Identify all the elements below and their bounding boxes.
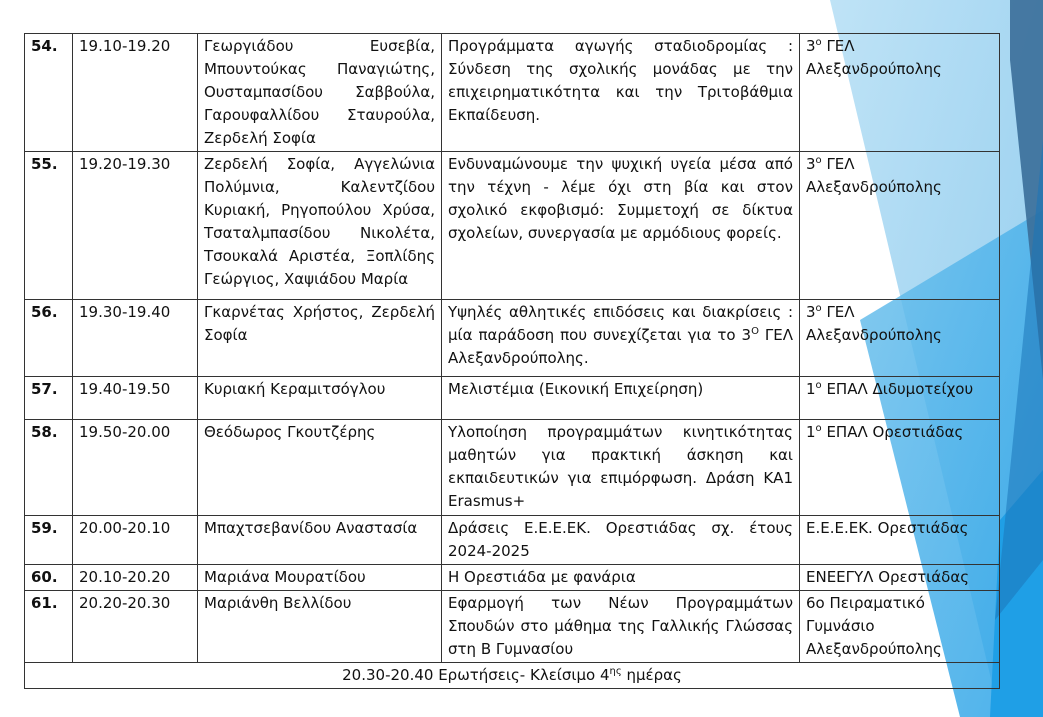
row-number: 58.	[25, 420, 73, 516]
row-number: 61.	[25, 591, 73, 663]
presenters: Θεόδωρος Γκουτζέρης	[198, 420, 442, 516]
row-number: 60.	[25, 565, 73, 591]
presentation-title: Υψηλές αθλητικές επιδόσεις και διακρίσεις : μία παράδοση που συνεχίζεται για το $3^O$ ΓΕΛ Αλεξανδρούπολης.	[442, 300, 800, 377]
table-row	[25, 565, 1000, 591]
school: $1^o$ ΕΠΑΛ Διδυμοτείχου	[800, 377, 1000, 420]
presentation-title: Ενδυναμώνουμε την ψυχική υγεία μέσα από την τέχνη - λέμε όχι στη βία και στον σχολικό εκφοβισμό: Συμμετοχή σε δίκτυα σχολείων, συνεργασία με αρμόδιους φορείς.	[442, 152, 800, 300]
table-row	[25, 516, 1000, 565]
presentation-title: Προγράμματα αγωγής σταδιοδρομίας : Σύνδεση της σχολικής μονάδας με την επιχειρηματικότητα και την Τριτοβάθμια Εκπαίδευση.	[442, 34, 800, 152]
time-slot: 19.10-19.20	[73, 34, 198, 152]
row-number: 57.	[25, 377, 73, 420]
presentation-title: Εφαρμογή των Νέων Προγραμμάτων Σπουδών στο μάθημα της Γαλλικής Γλώσσας στη Β Γυμνασίου	[442, 591, 800, 663]
school: ΕΝΕΕΓΥΛ Ορεστιάδας	[800, 565, 1000, 591]
row-number: 54.	[25, 34, 73, 152]
time-slot: 20.20-20.30	[73, 591, 198, 663]
presenters: Μπαχτσεβανίδου Αναστασία	[198, 516, 442, 565]
row-number: 59.	[25, 516, 73, 565]
schedule-table-wrapper	[24, 33, 999, 689]
schedule-rows	[25, 34, 1000, 689]
schedule-table	[24, 33, 1000, 689]
table-row	[25, 591, 1000, 663]
school: $3^o$ ΓΕΛ Αλεξανδρούπολης	[800, 152, 1000, 300]
time-slot: 20.00-20.10	[73, 516, 198, 565]
table-row	[25, 420, 1000, 516]
row-number: 55.	[25, 152, 73, 300]
school: $3^o$ ΓΕΛ Αλεξανδρούπολης	[800, 300, 1000, 377]
presentation-title: Μελιστέμια (Εικονική Επιχείρηση)	[442, 377, 800, 420]
time-slot: 19.50-20.00	[73, 420, 198, 516]
table-row	[25, 152, 1000, 300]
presenters: Γκαρνέτας Χρήστος, Ζερδελή Σοφία	[198, 300, 442, 377]
school: Ε.Ε.Ε.ΕΚ. Ορεστιάδας	[800, 516, 1000, 565]
row-number: 56.	[25, 300, 73, 377]
presenters: Γεωργιάδου Ευσεβία, Μπουντούκας Παναγιώτης, Ουσταμπασίδου Σαββούλα, Γαρουφαλλίδου Σταυρούλα, Ζερδελή Σοφία	[198, 34, 442, 152]
school: $1^o$ ΕΠΑΛ Ορεστιάδας	[800, 420, 1000, 516]
table-row	[25, 300, 1000, 377]
presentation-title: Υλοποίηση προγραμμάτων κινητικότητας μαθητών για πρακτική άσκηση και εκπαιδευτικών για επιμόρφωση. Δράση ΚΑ1 Erasmus+	[442, 420, 800, 516]
table-row	[25, 34, 1000, 152]
table-row	[25, 377, 1000, 420]
presentation-title: Η Ορεστιάδα με φανάρια	[442, 565, 800, 591]
time-slot: 19.30-19.40	[73, 300, 198, 377]
time-slot: 19.20-19.30	[73, 152, 198, 300]
school: 6ο Πειραματικό Γυμνάσιο Αλεξανδρούπολης	[800, 591, 1000, 663]
school: $3^o$ ΓΕΛ Αλεξανδρούπολης	[800, 34, 1000, 152]
closing-text: 20.30-20.40 Ερωτήσεις- Κλείσιμο $4^{\eta\varsigma}$ ημέρας	[25, 663, 1000, 689]
presenters: Μαριάνα Μουρατίδου	[198, 565, 442, 591]
presenters: Ζερδελή Σοφία, Αγγελώνια Πολύμνια, Καλεντζίδου Κυριακή, Ρηγοπούλου Χρύσα, Τσαταλμπασίδου Νικολέτα, Τσουκαλά Αριστέα, Ξοπλίδης Γεώργιος, Χαψιάδου Μαρία	[198, 152, 442, 300]
presentation-title: Δράσεις Ε.Ε.Ε.ΕΚ. Ορεστιάδας σχ. έτους 2024-2025	[442, 516, 800, 565]
presenters: Μαριάνθη Βελλίδου	[198, 591, 442, 663]
presenters: Κυριακή Κεραμιτσόγλου	[198, 377, 442, 420]
time-slot: 20.10-20.20	[73, 565, 198, 591]
time-slot: 19.40-19.50	[73, 377, 198, 420]
closing-row	[25, 663, 1000, 689]
